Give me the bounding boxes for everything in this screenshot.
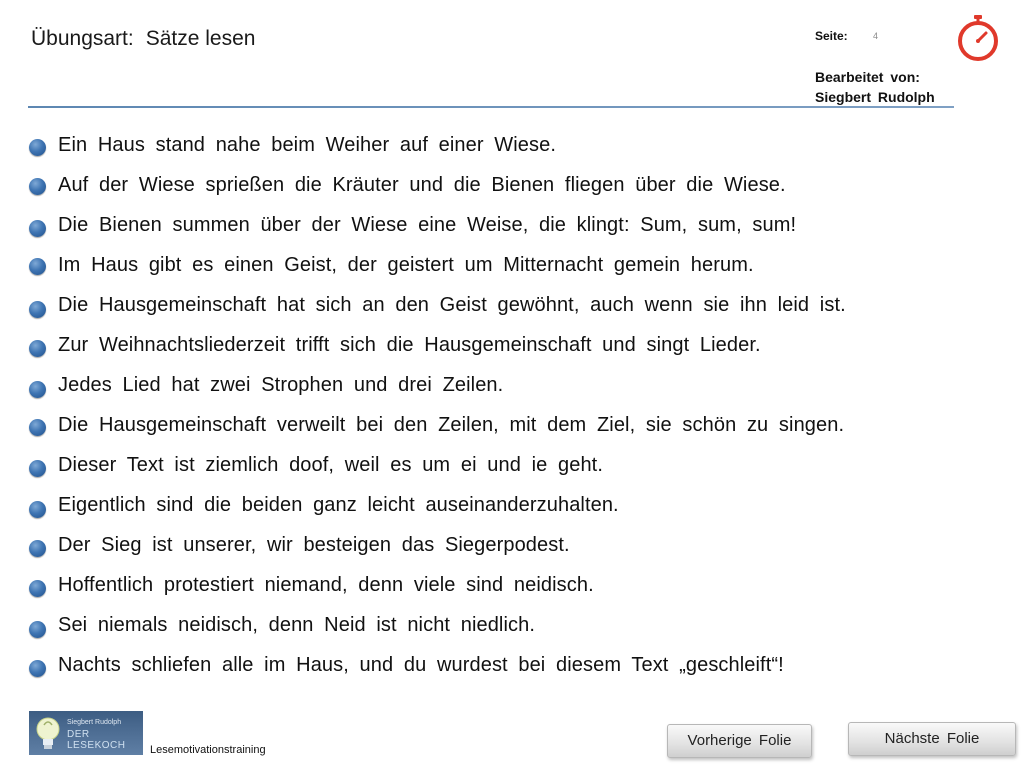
- exercise-type-label: Übungsart:: [31, 27, 134, 50]
- logo-author-text: Siegbert Rudolph: [67, 719, 122, 726]
- sentence-text: Im Haus gibt es einen Geist, der geistert um Mitternacht gemein herum.: [58, 254, 754, 276]
- sentence-text: Die Hausgemeinschaft verweilt bei den Zeilen, mit dem Ziel, sie schön zu singen.: [58, 414, 845, 436]
- bullet-dot-icon: [29, 660, 46, 677]
- bullet-dot-icon: [29, 419, 46, 436]
- previous-slide-button[interactable]: Vorherige Folie: [667, 724, 812, 758]
- bullet-dot-icon: [29, 580, 46, 597]
- sentence-text: Zur Weihnachtsliederzeit trifft sich die Hausgemeinschaft und singt Lieder.: [58, 334, 761, 356]
- sentence-text: Der Sieg ist unserer, wir besteigen das Siegerpodest.: [58, 534, 570, 556]
- bullet-dot-icon: [29, 381, 46, 398]
- logo-brand-text: DER LESEKOCH: [67, 729, 126, 751]
- bullet-dot-icon: [29, 340, 46, 357]
- next-slide-button[interactable]: Nächste Folie: [848, 722, 1016, 756]
- exercise-title: [31, 27, 255, 51]
- lesekoch-logo: [29, 711, 143, 755]
- page-label: Seite:: [815, 29, 848, 43]
- bullet-dot-icon: [29, 460, 46, 477]
- bullet-dot-icon: [29, 258, 46, 275]
- bullet-dot-icon: [29, 540, 46, 557]
- sentence-text: Jedes Lied hat zwei Strophen und drei Zeilen.: [58, 374, 504, 396]
- sentence-text: Auf der Wiese sprießen die Kräuter und die Bienen fliegen über die Wiese.: [58, 174, 786, 196]
- sentence-text: Ein Haus stand nahe beim Weiher auf einer Wiese.: [58, 134, 557, 156]
- sentence-text: Die Bienen summen über der Wiese eine Weise, die klingt: Sum, sum, sum!: [58, 214, 797, 236]
- sentence-text: Die Hausgemeinschaft hat sich an den Geist gewöhnt, auch wenn sie ihn leid ist.: [58, 294, 846, 316]
- stopwatch-icon[interactable]: [953, 13, 1003, 63]
- page-number: 4: [873, 31, 879, 41]
- sentence-text: Hoffentlich protestiert niemand, denn viele sind neidisch.: [58, 574, 594, 596]
- bullet-dot-icon: [29, 139, 46, 156]
- bullet-dot-icon: [29, 178, 46, 195]
- footer-caption: Lesemotivationstraining: [150, 744, 266, 756]
- sentence-text: Eigentlich sind die beiden ganz leicht auseinanderzuhalten.: [58, 494, 619, 516]
- author-name: Siegbert Rudolph: [815, 89, 935, 105]
- bullet-dot-icon: [29, 621, 46, 638]
- author-block: [815, 67, 935, 107]
- lightbulb-icon: [32, 715, 64, 753]
- bullet-dot-icon: [29, 501, 46, 518]
- bullet-dot-icon: [29, 301, 46, 318]
- exercise-type-value: Sätze lesen: [145, 27, 256, 50]
- header-divider: [28, 106, 954, 108]
- sentence-text: Nachts schliefen alle im Haus, und du wurdest bei diesem Text „geschleift“!: [58, 654, 784, 676]
- sentence-text: Dieser Text ist ziemlich doof, weil es um ei und ie geht.: [58, 454, 603, 476]
- bullet-dot-icon: [29, 220, 46, 237]
- sentence-text: Sei niemals neidisch, denn Neid ist nicht niedlich.: [58, 614, 536, 636]
- author-label: Bearbeitet von:: [815, 69, 920, 85]
